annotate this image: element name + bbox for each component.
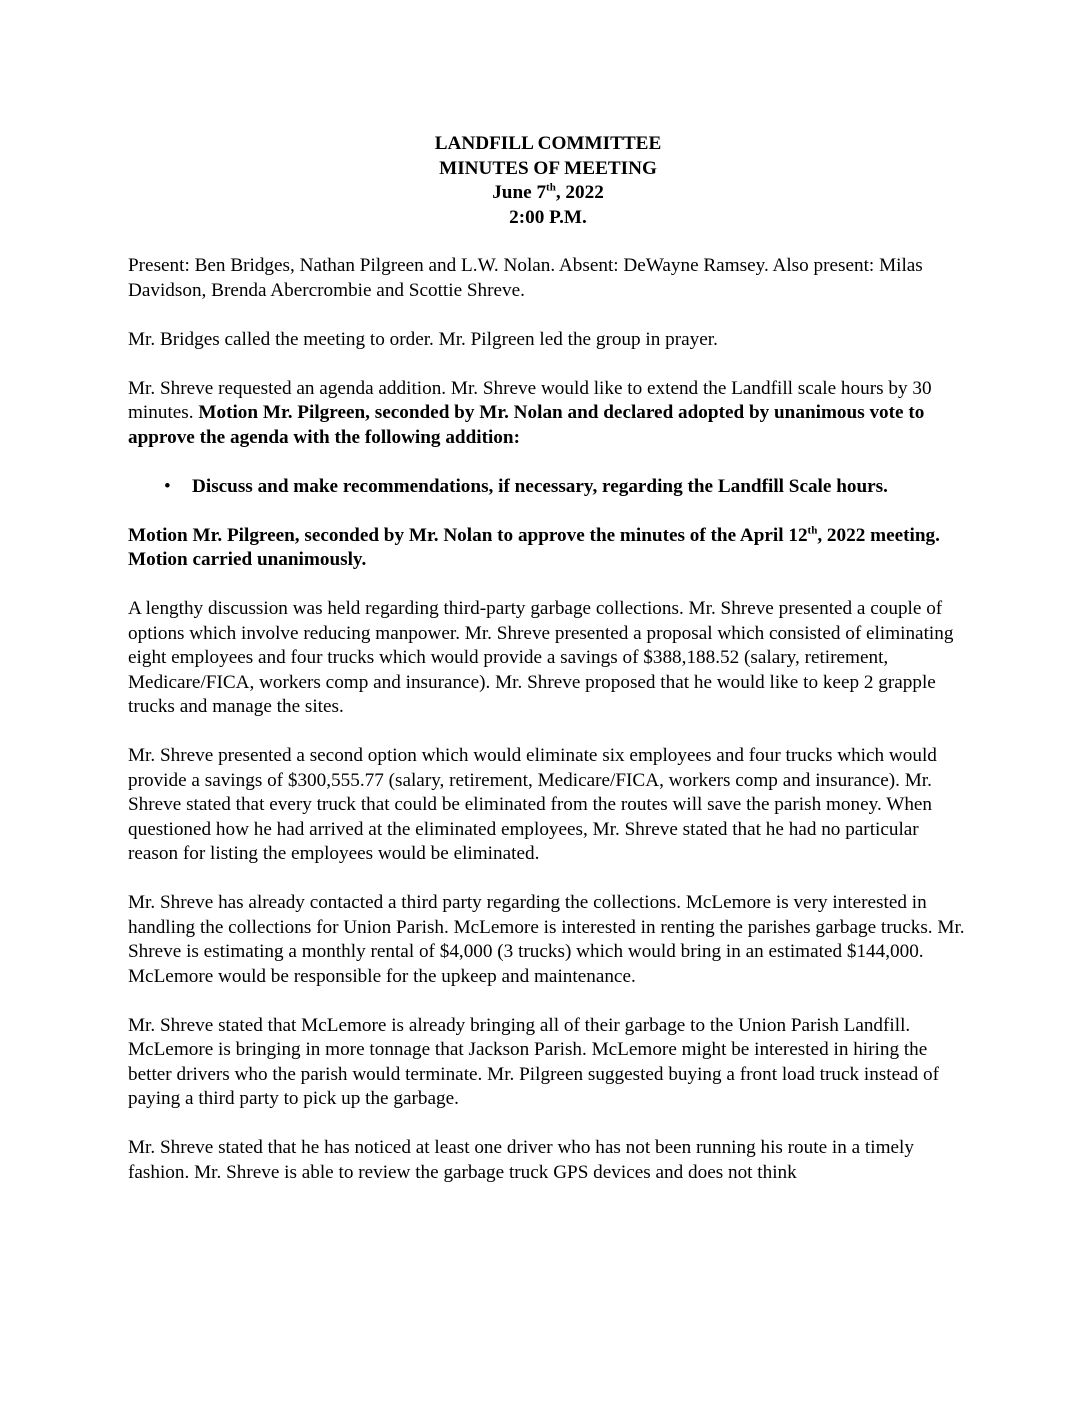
document-header <box>128 132 968 230</box>
minutes-approval-motion <box>128 524 968 573</box>
minutes-motion-suffix: , 2022 meeting. Motion carried unanimously. <box>128 524 940 570</box>
bullet-icon: • <box>164 475 171 497</box>
meeting-date-ordinal: th <box>546 181 556 194</box>
agenda-motion-text: Motion Mr. Pilgreen, seconded by Mr. Nolan and declared adopted by unanimous vote to approve the agenda with the following addition: <box>128 402 925 448</box>
mclemore-contact-paragraph: Mr. Shreve has already contacted a third party regarding the collections. McLemore is very interested in handling the collections for Union Parish. McLemore is interested in renting the parishes garbage trucks. Mr. Shreve is estimating a monthly rental of $4,000 (3 trucks) which would bring in an estimated $144,000. McLemore would be responsible for the upkeep and maintenance. <box>128 892 965 987</box>
agenda-addition-paragraph <box>128 377 968 451</box>
meeting-date <box>128 181 968 206</box>
list-item <box>164 475 968 500</box>
agenda-item-text: Discuss and make recommendations, if necessary, regarding the Landfill Scale hours. <box>192 475 888 497</box>
agenda-addition-text: Mr. Shreve requested an agenda addition. Mr. Shreve would like to extend the Landfill scale hours by 30 minutes. <box>128 377 932 423</box>
attendance-paragraph: Present: Ben Bridges, Nathan Pilgreen and L.W. Nolan. Absent: DeWayne Ramsey. Also present: Milas Davidson, Brenda Abercrombie and Scottie Shreve. <box>128 255 923 301</box>
meeting-date-day: June 7 <box>492 182 547 203</box>
minutes-motion-prefix: Motion Mr. Pilgreen, seconded by Mr. Nolan to approve the minutes of the April 12 <box>128 524 808 546</box>
driver-route-paragraph: Mr. Shreve stated that he has noticed at least one driver who has not been running his route in a timely fashion. Mr. Shreve is able to review the garbage truck GPS devices and does not think <box>128 1137 914 1183</box>
agenda-addition-list <box>128 475 968 500</box>
mclemore-landfill-paragraph: Mr. Shreve stated that McLemore is already bringing all of their garbage to the Union Parish Landfill. McLemore is bringing in more tonnage that Jackson Parish. McLemore might be interested in hiring the better drivers who the parish would terminate. Mr. Pilgreen suggested buying a front load truck instead of paying a third party to pick up the garbage. <box>128 1014 940 1109</box>
call-to-order-paragraph: Mr. Bridges called the meeting to order. Mr. Pilgreen led the group in prayer. <box>128 328 718 350</box>
document-page <box>128 132 968 1210</box>
third-party-discussion-paragraph: A lengthy discussion was held regarding third-party garbage collections. Mr. Shreve presented a couple of options which involve reducing manpower. Mr. Shreve presented a proposal which consisted of eliminating eight employees and four trucks which would provide a savings of $388,188.52 (salary, retirement, Medicare/FICA, workers comp and insurance). Mr. Shreve proposed that he would like to keep 2 grapple trucks and manage the sites. <box>128 598 954 717</box>
meeting-time: 2:00 P.M. <box>509 206 587 228</box>
second-option-paragraph: Mr. Shreve presented a second option which would eliminate six employees and four trucks which would provide a savings of $300,555.77 (salary, retirement, Medicare/FICA, workers comp and insurance). Mr. Shreve stated that every truck that could be eliminated from the routes will save the parish money. When questioned how he had arrived at the eliminated employees, Mr. Shreve stated that he had no particular reason for listing the employees would be eliminated. <box>128 745 937 864</box>
meeting-date-year: , 2022 <box>555 182 604 203</box>
committee-title: LANDFILL COMMITTEE <box>434 133 662 154</box>
minutes-motion-ordinal: th <box>807 524 818 537</box>
minutes-title: MINUTES OF MEETING <box>439 157 657 179</box>
